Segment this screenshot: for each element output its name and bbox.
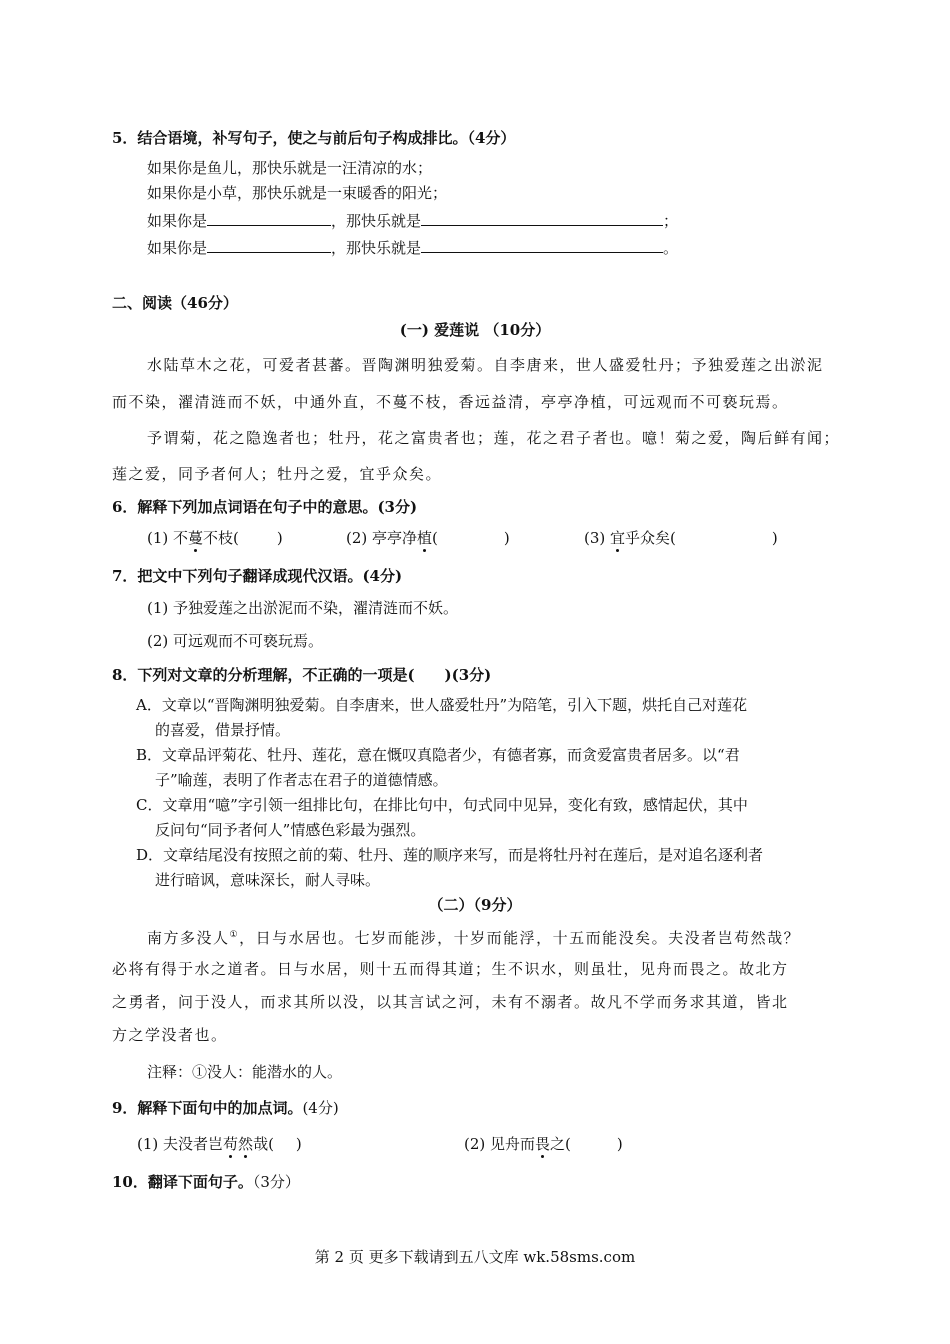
dotted-word: 苟 bbox=[223, 1135, 239, 1153]
passage2-line: 方之学没者也。 bbox=[112, 1026, 228, 1044]
passage1-line: 予谓菊，花之隐逸者也；牡丹，花之富贵者也；莲，花之君子者也。噫！菊之爱，陶后鲜有闻； bbox=[147, 429, 841, 447]
dotted-word: 植 bbox=[417, 529, 433, 547]
q7-item2: (2) 可远观而不可亵玩焉。 bbox=[147, 632, 324, 650]
passage1-line: 水陆草木之花，可爱者甚蕃。晋陶渊明独爱菊。自李唐来，世人盛爱牡丹；予独爱莲之出淤泥 bbox=[147, 356, 824, 374]
close-paren: ) bbox=[276, 529, 283, 547]
q7-item1: (1) 予独爱莲之出淤泥而不染，濯清涟而不妖。 bbox=[147, 599, 459, 617]
q8-option-a: A．文章以“晋陶渊明独爱菊。自李唐来，世人盛爱牡丹”为陪笔，引入下题，烘托自己对莲花 bbox=[136, 696, 748, 714]
dotted-word: 蔓 bbox=[188, 529, 204, 547]
q9-item1 bbox=[137, 1134, 302, 1154]
page-footer: 第 2 页 更多下载请到五八文库 wk.58sms.com bbox=[314, 1248, 636, 1266]
q8-option-c-cont: 反问句“同予者何人”情感色彩最为强烈。 bbox=[155, 821, 426, 839]
q8-option-d-cont: 进行暗讽，意味深长，耐人寻味。 bbox=[155, 871, 381, 889]
close-paren: ) bbox=[503, 529, 510, 547]
q8-title: 8．下列对文章的分析理解，不正确的一项是( )(3分) bbox=[112, 666, 492, 684]
dotted-word: 畏 bbox=[535, 1135, 551, 1153]
q8-option-b-cont: 子”喻莲，表明了作者志在君子的道德情感。 bbox=[155, 771, 448, 789]
q10-score: （3分） bbox=[252, 1173, 300, 1191]
fill-middle: ，那快乐就是 bbox=[331, 212, 422, 230]
q10-title bbox=[112, 1172, 300, 1192]
fill-prefix: 如果你是 bbox=[147, 212, 208, 230]
passage2-line1-post: ，日与水居也。七岁而能涉，十岁而能浮，十五而能没矣。夫没者岂苟然哉？ bbox=[239, 929, 801, 947]
q5-line1: 如果你是鱼儿，那快乐就是一汪清凉的水； bbox=[147, 159, 433, 177]
q10-title-text: 10．翻译下面句子。 bbox=[112, 1173, 253, 1191]
q9-item2-post: 之( bbox=[550, 1135, 571, 1153]
q9-item2-pre: (2) 见舟而 bbox=[464, 1135, 536, 1153]
section-title: 二、阅读（46分） bbox=[112, 294, 238, 312]
q5-title: 5．结合语境，补写句子，使之与前后句子构成排比。（4分） bbox=[112, 129, 516, 147]
answer-blank[interactable] bbox=[207, 236, 331, 253]
dotted-word: 然 bbox=[238, 1135, 254, 1153]
q6-title: 6．解释下列加点词语在句子中的意思。(3分) bbox=[112, 498, 418, 516]
q6-item1-pre: (1) 不 bbox=[147, 529, 189, 547]
passage2-title: （二）（9分） bbox=[428, 896, 522, 914]
answer-blank[interactable] bbox=[421, 209, 663, 226]
q9-item1-pre: (1) 夫没者岂 bbox=[137, 1135, 224, 1153]
answer-blank[interactable] bbox=[207, 209, 331, 226]
q6-item3 bbox=[584, 528, 778, 548]
q9-score: (4分) bbox=[302, 1099, 339, 1117]
close-paren: ) bbox=[616, 1135, 623, 1153]
q8-option-c: C．文章用“噫”字引领一组排比句，在排比句中，句式同中见异，变化有致，感情起伏，其中 bbox=[136, 796, 748, 814]
footnote-marker: ① bbox=[229, 930, 240, 940]
passage2-line: 必将有得于水之道者。日与水居，则十五而得其道；生不识水，则虽壮，见舟而畏之。故北方 bbox=[112, 960, 789, 978]
q5-fill-line2 bbox=[147, 236, 678, 258]
answer-blank[interactable] bbox=[421, 236, 663, 253]
passage2-line1-pre: 南方多没人 bbox=[147, 929, 230, 947]
close-paren: ) bbox=[771, 529, 778, 547]
q5-line2: 如果你是小草，那快乐就是一束暖香的阳光； bbox=[147, 184, 448, 202]
q8-option-b: B．文章品评菊花、牡丹、莲花，意在慨叹真隐者少，有德者寡，而贪爱富贵者居多。以“君 bbox=[136, 746, 740, 764]
q6-item2 bbox=[346, 528, 510, 548]
q8-option-d: D．文章结尾没有按照之前的菊、牡丹、莲的顺序来写，而是将牡丹衬在莲后，是对追名逐利者 bbox=[136, 846, 764, 864]
q9-item2 bbox=[464, 1134, 623, 1154]
passage1-line: 莲之爱，同予者何人；牡丹之爱，宜乎众矣。 bbox=[112, 465, 443, 483]
passage1-line: 而不染，濯清涟而不妖，中通外直，不蔓不枝，香远益清，亭亭净植，可远观而不可亵玩焉。 bbox=[112, 393, 789, 411]
fill-end: ； bbox=[663, 212, 679, 230]
passage1-title: (一) 爱莲说 （10分） bbox=[399, 321, 551, 339]
fill-end: 。 bbox=[663, 239, 679, 257]
q6-item2-post: ( bbox=[432, 529, 438, 547]
q9-item1-post: 哉( bbox=[253, 1135, 274, 1153]
passage2-line bbox=[147, 925, 800, 948]
q7-title: 7．把文中下列句子翻译成现代汉语。(4分) bbox=[112, 567, 403, 585]
q6-item1-post: 不枝( bbox=[203, 529, 239, 547]
fill-middle: ，那快乐就是 bbox=[331, 239, 422, 257]
q9-title bbox=[112, 1098, 339, 1118]
q6-item2-pre: (2) 亭亭净 bbox=[346, 529, 418, 547]
q5-fill-line1 bbox=[147, 209, 678, 231]
passage2-line: 之勇者，问于没人，而求其所以没，以其言试之河，未有不溺者。故凡不学而务求其道，皆北 bbox=[112, 993, 789, 1011]
q8-option-a-cont: 的喜爱，借景抒情。 bbox=[155, 721, 291, 739]
dotted-word: 宜 bbox=[610, 529, 626, 547]
q6-item3-post: 乎众矣( bbox=[625, 529, 676, 547]
q9-title-text: 9．解释下面句中的加点词。 bbox=[112, 1099, 303, 1117]
close-paren: ) bbox=[295, 1135, 302, 1153]
q6-item3-pre: (3) bbox=[584, 529, 611, 547]
fill-prefix: 如果你是 bbox=[147, 239, 208, 257]
footnote: 注释：①没人：能潜水的人。 bbox=[147, 1063, 343, 1081]
q6-item1 bbox=[147, 528, 283, 548]
